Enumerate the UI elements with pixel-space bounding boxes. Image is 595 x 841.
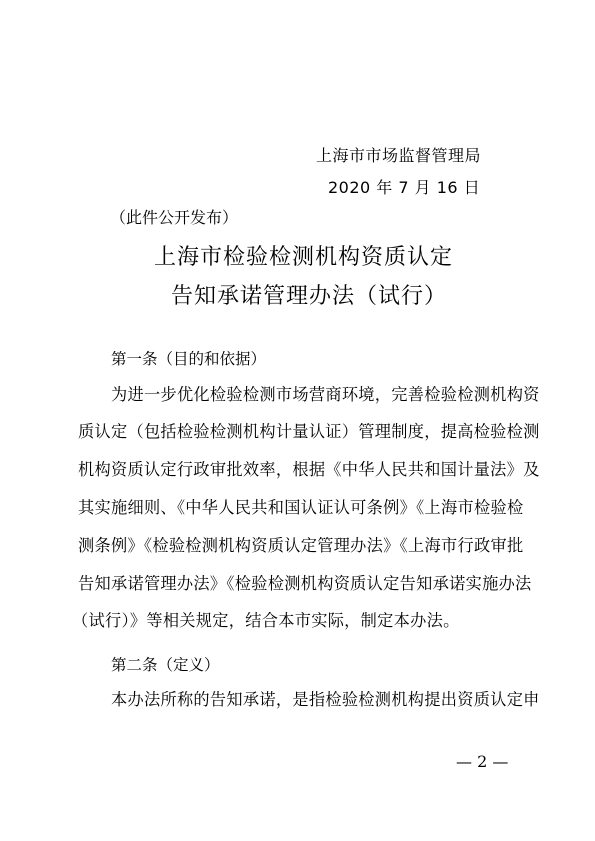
page-number: — 2 — [456,752,509,771]
paragraph-line: 质认定（包括检验检测机构计量认证）管理制度，提高检验检测 [78,422,540,441]
paragraph-line: 机构资质认定行政审批效率，根据《中华人民共和国计量法》及 [78,460,540,479]
paragraph-line: （试行）》等相关规定，结合本市实际，制定本办法。 [72,611,460,630]
paragraph-line: 本办法所称的告知承诺，是指检验检测机构提出资质认定申 [111,690,540,709]
article-heading: 第二条（定义） [111,656,220,674]
paragraph-line: 告知承诺管理办法》《检验检测机构资质认定告知承诺实施办法 [78,574,532,593]
issue-date: 2020 年 7 月 16 日 [328,178,481,197]
paragraph-line: 其实施细则、《中华人民共和国认证认可条例》《上海市检验检 [78,498,524,517]
article-heading: 第一条（目的和依据） [111,350,267,368]
issuer-name: 上海市市场监督管理局 [316,146,482,165]
title-line-1: 上海市检验检测机构资质认定 [154,245,454,270]
paragraph-line: 为进一步优化检验检测市场营商环境，完善检验检测机构资 [111,385,540,404]
title-line-2: 告知承诺管理办法（试行） [171,284,448,309]
paragraph-line: 测条例》《检验检测机构资质认定管理办法》《上海市行政审批 [78,536,524,555]
publication-note: （此件公开发布） [110,208,239,227]
